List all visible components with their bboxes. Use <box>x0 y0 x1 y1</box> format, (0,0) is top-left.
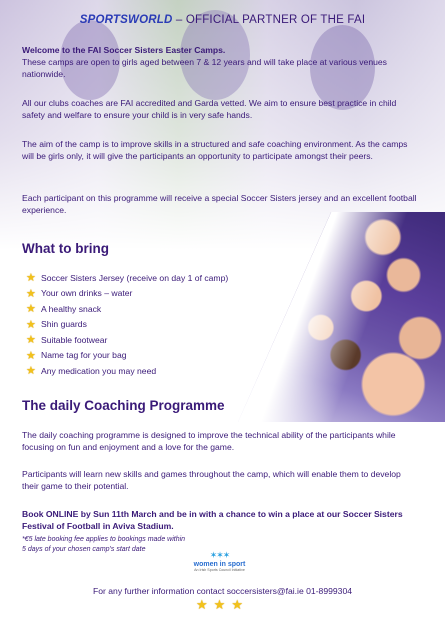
intro-paragraph-4: Each participant on this programme will receive a special Soccer Sisters jersey and an excellent football experience. <box>22 193 417 215</box>
list-item-label: Suitable footwear <box>41 334 108 345</box>
programme-paragraph-2: Participants will learn new skills and games throughout the camp, which will enable them to develop their game to their potential. <box>22 469 401 491</box>
logo-figures-icon: ✶✶✶ <box>209 550 230 560</box>
star-icon: ★ <box>26 334 36 347</box>
star-icon: ★ <box>26 287 36 300</box>
partner-tagline: – OFFICIAL PARTNER OF THE FAI <box>172 14 366 26</box>
what-to-bring-heading: What to bring <box>22 241 109 256</box>
intro-text-1: These camps are open to girls aged between 7 & 12 years and will take place at various venues nationwide. <box>22 57 387 79</box>
booking-text: Book ONLINE by Sun 11th March and be in with a chance to win a place at our Soccer Sisters Festival of Football in Aviva Stadium. <box>22 509 403 531</box>
list-item-label: Your own drinks – water <box>41 288 133 299</box>
late-fee-note: *€5 late booking fee applies to bookings made within 5 days of your chosen camp's start date <box>22 536 186 553</box>
coaching-programme-heading: The daily Coaching Programme <box>22 398 225 413</box>
star-icon: ★ <box>26 272 36 285</box>
welcome-line: Welcome to the FAI Soccer Sisters Easter Camps. <box>22 45 226 55</box>
list-item <box>26 301 228 317</box>
list-item <box>26 286 228 302</box>
list-item-label: Any medication you may need <box>41 365 157 376</box>
list-item-label: Shin guards <box>41 319 87 330</box>
list-item <box>26 363 228 379</box>
sportsworld-logo: SPORTSWORLD <box>79 14 173 26</box>
list-item <box>26 348 228 364</box>
women-in-sport-logo <box>192 542 247 580</box>
intro-paragraph-1 <box>22 44 417 80</box>
list-item-label: Soccer Sisters Jersey (receive on day 1 of camp) <box>41 272 229 283</box>
contact-line: For any further information contact soccersisters@fai.ie 01-8999304 <box>92 586 353 596</box>
list-item-label: Name tag for your bag <box>41 350 127 361</box>
bring-list <box>26 270 228 379</box>
star-icon: ★ <box>26 349 36 362</box>
star-icon: ★ <box>26 303 36 316</box>
footer-stars-icon: ★★★ <box>196 597 249 612</box>
list-item-label: A healthy snack <box>41 303 102 314</box>
list-item <box>26 317 228 333</box>
intro-paragraph-3: The aim of the camp is to improve skills in a structured and safe coaching environment. As the camps will be girls only, it will give the participants an opportunity to participate amongst their peers. <box>22 139 408 161</box>
programme-paragraph-1: The daily coaching programme is designed to improve the technical ability of the participants while focusing on fun and enjoyment and a love for the game. <box>22 430 396 452</box>
star-icon: ★ <box>26 365 36 378</box>
header-title <box>0 14 445 26</box>
logo-subtext: An Irish Sports Council Initiative <box>194 568 245 572</box>
list-item <box>26 270 228 286</box>
list-item <box>26 332 228 348</box>
intro-paragraph-2: All our clubs coaches are FAI accredited and Garda vetted. We aim to ensure best practice in child safety and welfare to ensure your child is in very safe hands. <box>22 98 397 120</box>
logo-text: women in sport <box>193 561 246 568</box>
star-icon: ★ <box>26 318 36 331</box>
